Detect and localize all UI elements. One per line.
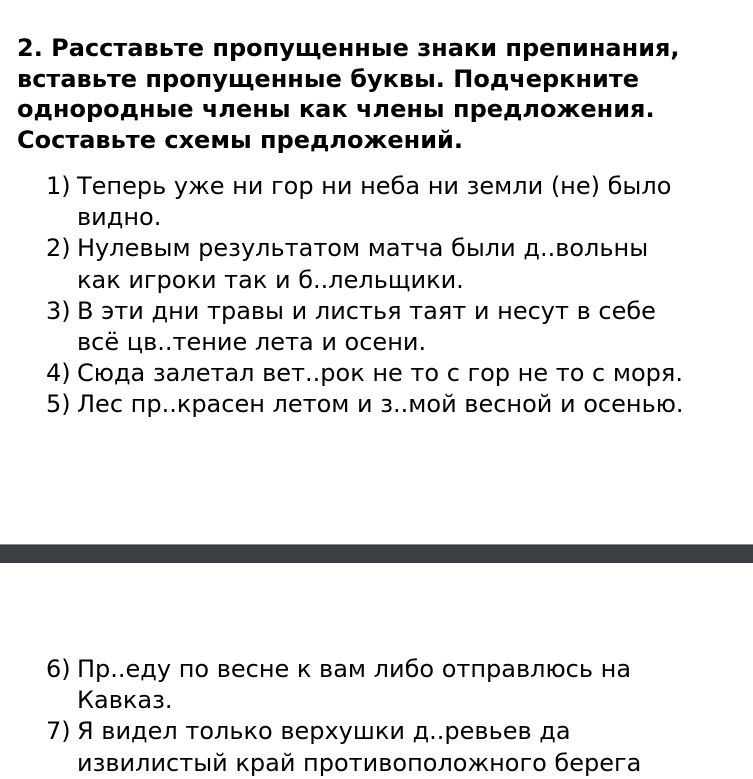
sentence-text [77,716,753,778]
sentence-item-2 [0,233,753,295]
sentence-text [77,233,753,295]
sentence-number: 6) [46,655,71,683]
sentence-text [77,358,753,389]
sentence-number: 7) [46,717,71,746]
task-heading-line: Составьте схемы предложений. [17,125,463,154]
sentence-number: 1) [46,172,71,200]
sentence-line: Лес пр..красен летом и з..мой весной и осенью. [77,390,684,419]
sentence-line: извилистый край противоположного берега [77,748,642,777]
sentence-text [77,654,753,716]
sentence-item-7 [0,716,753,778]
sentence-text [77,171,753,233]
sentence-line: Кавказ. [77,686,173,715]
task-heading-line: вставьте пропущенные буквы. Подчеркните [17,64,640,93]
task-heading-line: однородные члены как члены предложения. [17,95,655,123]
sentence-number: 3) [46,296,71,325]
sentence-line: Пр..еду по весне к вам либо отправлюсь на [77,655,632,683]
sentence-item-4 [0,358,753,389]
sentence-text [77,389,753,420]
sentence-item-1 [0,171,753,233]
sentence-line: В эти дни травы и листья таят и несут в себе [77,296,656,325]
sentence-item-3 [0,296,753,358]
sentence-number: 5) [46,390,71,419]
sentence-line: Сюда залетал вет..рок не то с гор не то с моря. [77,359,683,388]
sentence-item-6 [0,654,753,716]
document-page-bottom [0,563,753,779]
sentence-line: Я видел только верхушки д..ревьев да [77,717,571,746]
sentence-text [77,296,753,358]
sentence-line: Теперь уже ни гор ни неба ни земли (не) было [77,172,672,200]
sentence-item-5 [0,389,753,420]
sentence-line: как игроки так и б..лельщики. [77,265,464,294]
task-heading-line: 2. Расставьте пропущенные знаки препинания, [17,34,680,62]
sentence-number: 4) [46,359,71,388]
sentence-line: видно. [77,203,162,232]
sentence-number: 2) [46,234,71,263]
sentence-list-part-2 [0,654,753,779]
sentence-line: Нулевым результатом матча были д..вольны [77,234,649,263]
sentence-line: всё цв..тение лета и осени. [77,328,427,357]
task-heading [17,33,753,155]
page-separator [0,544,753,563]
sentence-list-part-1 [0,171,753,421]
